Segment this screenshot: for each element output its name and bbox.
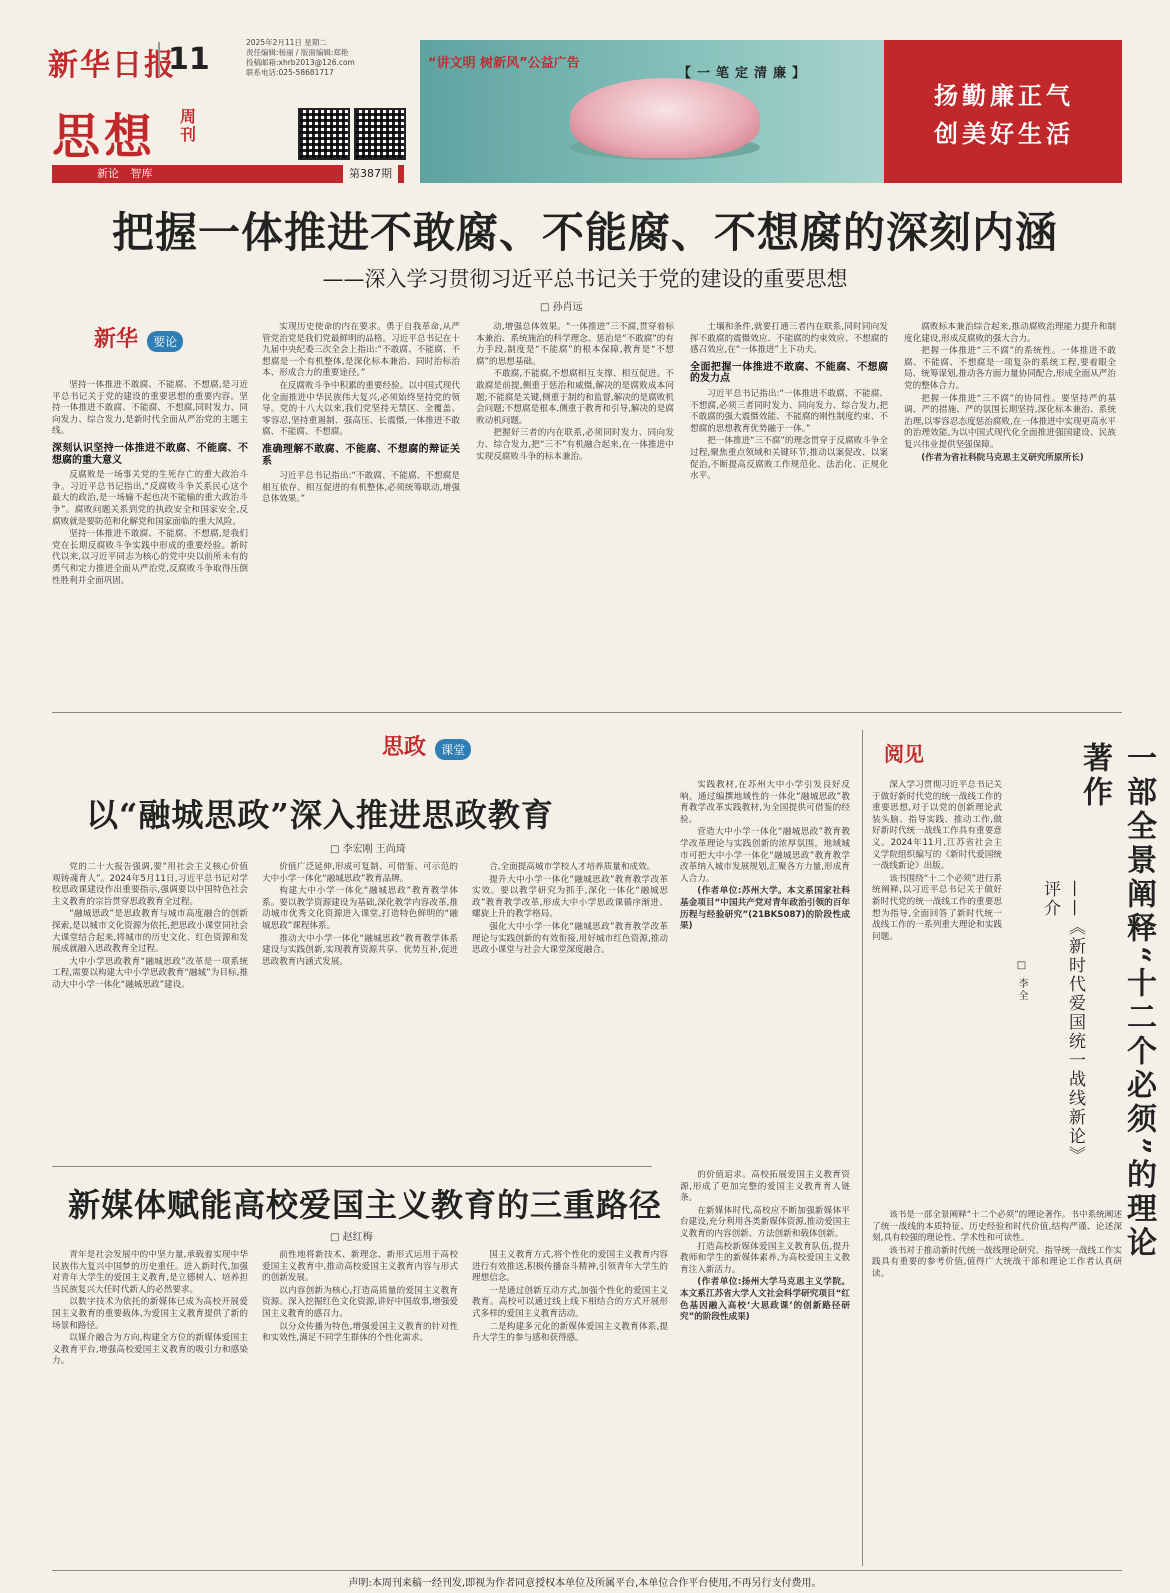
author-note: (作者单位:扬州大学马克思主义学院。本文系江苏省大学人文社会科学研究项目“红色基因融入高校‘大思政课’的创新路径研究”的阶段性成果) <box>680 1277 850 1323</box>
section-suffix: 周刊 <box>180 107 197 144</box>
column-name: 新华 <box>94 326 139 352</box>
lotus-flower-icon <box>570 78 760 158</box>
article3-column-4: 的价值追求。高校拓展爱国主义教育资源,形成了更加完整的爱国主义教育育人链条。 在新媒体时代,高校应不断加强新媒体平台建设,充分利用各类新媒体资源,推动爱国主义教育的内容创新、方法创新和载体创新。 打造高校新媒体爱国主义教育队伍,提升教师和学生的新媒体素养,为高校爱国主义教育注入新活力。 (作者单位:扬州大学马克思主义学院。本文系江苏省大学人文社会科学研究项目“红色基因融入高校‘大思政课’的创新路径研究”的阶段性成果) <box>680 1170 850 1323</box>
section-title: 思想 <box>52 109 157 165</box>
article2-column-3: 合,全面提高城市学校人才培养质量和成效。 提升大中小学一体化“融城思政”教育教学改革实效。要以教学研究为抓手,深化一体化“融城思政”教育教学改革,形成大中小学思政课循序渐进、螺旋上升的教学格局。 强化大中小学一体化“融城思政”教育教学改革理论与实践创新的有效衔接,用好城市红色资源,推动思政小课堂与社会大课堂深度融合。 <box>472 862 668 956</box>
column-pill: 课堂 <box>435 739 471 760</box>
article2-column-1: 党的二十大报告强调,要“用社会主义核心价值观铸魂育人”。2024年5月11日,习近平总书记对学校思政课建设作出重要指示,强调要以中国特色社会主义教育的宗旨贯穿思政教育全过程。 “融城思政”是思政教育与城市高度融合的创新探索,是以城市文化资源为依托,把思政小课堂同社会大课堂结合起来,将城市的历史文化、红色资源和发展成就融入思政教育全过程。 大中小学思政教育“融城思政”改革是一项系统工程,需要以构建大中小学思政教育“融城”为目标,推动大中小学一体化“融城思政”建设。 <box>52 862 248 990</box>
column-tag-yaolun <box>94 322 183 353</box>
review-subtitle: ——《新时代爱国统一战线新论》评介 <box>1040 880 1085 1165</box>
author-note: (作者单位:苏州大学。本文系国家社科基金项目“中国共产党对青年政治引领的百年历程与经验研究”(21BKS087)的阶段性成果) <box>680 886 850 932</box>
ad-slogan-right-1: 扬勤廉正气 <box>934 81 1074 110</box>
author-note: (作者为省社科院马克思主义研究所原所长) <box>921 452 1084 463</box>
column-tag-sizheng <box>382 730 471 761</box>
section-divider <box>52 1166 652 1167</box>
review-column-bottom: 该书是一部全景阐释“十二个必须”的理论著作。书中系统阐述了统一战线的本质特征、历史经验和时代价值,结构严谨、论述深刻,具有较强的理论性、学术性和可读性。 该书对于推动新时代统一战线理论研究、指导统一战线工作实践具有重要的参考价值,值得广大统战干部和理论工作者认真研读。 <box>872 1210 1122 1279</box>
lead-column-4: 土壤和条件,就要打通三者内在联系,同时同向发挥不敢腐的震慑效应、不能腐的约束效应、不想腐的感召效应,在“一体推进”上下功夫。 全面把握一体推进不敢腐、不能腐、不想腐的发力点 习近平总书记指出:“一体推进不敢腐、不能腐、不想腐,必须三者同时发力、同向发力、综合发力,把不敢腐的强大震慑效能、不能腐的刚性制度约束、不想腐的思想教育优势融于一体。” 把一体推进“三不腐”的理念贯穿于反腐败斗争全过程,聚焦重点领域和关键环节,推动以案促改、以案促治,不断提高反腐败工作规范化、法治化、正规化水平。 <box>690 322 888 482</box>
subheading: 全面把握一体推进不敢腐、不能腐、不想腐的发力点 <box>690 361 888 385</box>
issue-number: 第387期 <box>343 165 398 183</box>
subheading: 深刻认识坚持一体推进不敢腐、不能腐、不想腐的重大意义 <box>52 442 248 466</box>
paper-name: 新华日报 <box>48 48 176 83</box>
column-rule <box>862 730 863 1566</box>
page-number: 11 <box>158 42 210 77</box>
column-name: 阅见 <box>884 742 924 766</box>
section-tag-bar <box>52 165 404 183</box>
ad-slogan-right-2: 创美好生活 <box>934 119 1074 148</box>
lead-column-5: 腐败标本兼治综合起来,推动腐败治理能力提升和制度化建设,形成反腐败的强大合力。 把握一体推进“三不腐”的系统性。一体推进不敢腐、不能腐、不想腐是一项复杂的系统工程,要着眼全局、统筹谋划,推动各方面力量协同配合,形成全面从严治党的整体合力。 把握一体推进“三不腐”的协同性。要坚持严的基调、严的措施、严的氛围长期坚持,深化标本兼治、系统治理,以零容忍态度惩治腐败,在一体推进中实现更高水平的治理效能,为以中国式现代化全面推进强国建设、民族复兴伟业提供坚强保障。 (作者为省社科院马克思主义研究所原所长) <box>904 322 1116 463</box>
public-service-ad <box>420 40 1122 183</box>
lead-column-3: 动,增强总体效果。“一体推进”三不腐,贯穿着标本兼治、系统施治的科学理念。惩治是“不敢腐”的有力手段,制度是“不能腐”的根本保障,教育是“不想腐”的思想基础。 不敢腐,不能腐,不想腐相互支撑、相互促进。不敢腐是前提,侧重于惩治和威慑,解决的是腐败成本问题;不能腐是关键,侧重于制约和监督,解决的是腐败机会问题;不想腐是根本,侧重于教育和引导,解决的是腐败动机问题。 把握好三者的内在联系,必须同时发力、同向发力、综合发力,把“三不”有机融合起来,在一体推进中实现反腐败斗争的标本兼治。 <box>476 322 674 462</box>
footer-rule <box>52 1570 1122 1571</box>
review-headline[interactable]: 一部全景阐释“十二个必须”的理论著作 <box>1077 742 1156 1261</box>
ad-slogan-left: “讲文明 树新风”公益广告 <box>428 56 580 71</box>
column-name: 思政 <box>382 734 427 760</box>
lead-column-1: 坚持一体推进不敢腐、不能腐、不想腐,是习近平总书记关于党的建设的重要思想的重要内容。坚持一体推进不敢腐、不能腐、不想腐,同时发力、同向发力、综合发力,是新时代全面从严治党的主题主线。 深刻认识坚持一体推进不敢腐、不能腐、不想腐的重大意义 反腐败是一场事关党的生死存亡的重大政治斗争。习近平总书记指出,“反腐败斗争关系民心这个最大的政治,是一场输不起也决不能输的重大政治斗争”。腐败问题关系到党的执政安全和国家安全,反腐败就是要防范和化解党和国家面临的重大风险。 坚持一体推进不敢腐、不能腐、不想腐,是我们党在长期反腐败斗争实践中形成的重要经验。新时代以来,以习近平同志为核心的党中央以前所未有的勇气和定力推进全面从严治党,反腐败斗争取得压倒性胜利并全面巩固。 <box>52 380 248 586</box>
article3-byline: □ 赵红梅 <box>330 1232 373 1243</box>
lead-subtitle: ——深入学习贯彻习近平总书记关于党的建设的重要思想 <box>322 267 848 291</box>
ad-red-panel <box>884 40 1122 183</box>
review-column-top: 深入学习贯彻习近平总书记关于做好新时代党的统一战线工作的重要思想,对于以党的创新理论武装头脑、指导实践、推动工作,做好新时代统一战线工作具有重要意义。2024年11月,江苏省社会主义学院组织编写的《新时代爱国统一战线新论》出版。 该书围绕“十二个必须”进行系统阐释,以习近平总书记关于做好新时代党的统一战线工作的重要思想为指导,全面回答了新时代统一战线工作的一系列重大理论和实践问题。 <box>872 780 1002 942</box>
footer-statement: 声明:本周刊来稿一经刊发,即视为作者同意授权本单位及所属平台,本单位合作平台使用,不再另行支付费用。 <box>348 1578 822 1589</box>
tag-zhiku[interactable]: 智库 <box>130 167 153 180</box>
column-tag-yuejian <box>884 738 924 767</box>
article2-headline[interactable]: 以“融城思政”深入推进思政教育 <box>86 796 554 834</box>
article3-column-2: 前性地将新技术、新理念、新形式运用于高校爱国主义教育中,推动高校爱国主义教育内容与形式的创新发展。 以内容创新为核心,打造高质量的爱国主义教育资源。深入挖掘红色文化资源,讲好中国故事,增强爱国主义教育的感召力。 以分众传播为特色,增强爱国主义教育的针对性和实效性,满足不同学生群体的个性化需求。 <box>262 1250 458 1344</box>
article3-column-1: 青年是社会发展中的中坚力量,承载着实现中华民族伟大复兴中国梦的历史重任。进入新时代,加强对青年大学生的爱国主义教育,是立德树人、培养担当民族复兴大任时代新人的必然要求。 以数字技术为依托的新媒体已成为高校开展爱国主义教育的重要载体,为爱国主义教育提供了新的场景和路径。 以媒介融合为方向,构建全方位的新媒体爱国主义教育平台,增强高校爱国主义教育的吸引力和感染力。 <box>52 1250 248 1367</box>
tag-xinlun[interactable]: 新论 <box>97 167 119 180</box>
article3-column-3: 国主义教育方式,将个性化的爱国主义教育内容进行有效推送,积极传播奋斗精神,引领青年大学生的理想信念。 一是通过创新互动方式,加强个性化的爱国主义教育。高校可以通过线上线下相结合的方式开展形式多样的爱国主义教育活动。 二是构建多元化的新媒体爱国主义教育体系,提升大学生的参与感和获得感。 <box>472 1250 668 1344</box>
article2-column-2: 价值广泛延伸,形成可复制、可借鉴、可示范的大中小学一体化“融城思政”教育品牌。 构建大中小学一体化“融城思政”教育教学体系。要以教学资源建设为基础,深化教学内容改革,推动城市优秀文化资源进入课堂,打造特色鲜明的“融城思政”课程体系。 推动大中小学一体化“融城思政”教育教学体系建设与实践创新,实现教育资源共享、优势互补,促进思政教育内涵式发展。 <box>262 862 458 967</box>
article2-byline: □ 李宏刚 王尚琦 <box>330 844 406 855</box>
lead-column-2: 实现历史使命的内在要求。勇于自我革命,从严管党治党是我们党最鲜明的品格。习近平总书记在十九届中央纪委三次全会上指出:“不敢腐、不能腐、不想腐是一个有机整体,是深化标本兼治、同时治标治本、形成合力的重要途径。” 在反腐败斗争中积累的重要经验。以中国式现代化全面推进中华民族伟大复兴,必须始终坚持党的领导。党的十八大以来,我们党坚持无禁区、全覆盖、零容忍,坚持重遏制、强高压、长震慑,一体推进不敢腐、不能腐、不想腐。 准确理解不敢腐、不能腐、不想腐的辩证关系 习近平总书记指出:“不敢腐、不能腐、不想腐是相互依存、相互促进的有机整体,必须统筹联动,增强总体效果。” <box>262 322 460 505</box>
article3-headline[interactable]: 新媒体赋能高校爱国主义教育的三重路径 <box>68 1186 663 1224</box>
lead-headline[interactable]: 把握一体推进不敢腐、不能腐、不想腐的深刻内涵 <box>111 208 1058 257</box>
qr-code-icon[interactable] <box>298 108 350 160</box>
article2-column-4: 实践教材,在苏州大中小学引发良好反响。通过编撰地域性的一体化“融城思政”教育教学改革实践教材,为全国提供可借鉴的经验。 营造大中小学一体化“融城思政”教育教学改革理论与实践创新的浓厚氛围。地域城市可把大中小学一体化“融城思政”教育教学改革纳入城市发展规划,汇聚各方力量,形成育人合力。 (作者单位:苏州大学。本文系国家社科基金项目“中国共产党对青年政治引领的百年历程与经验研究”(21BKS087)的阶段性成果) <box>680 780 850 932</box>
ad-slogan-center: 【一笔定清廉】 <box>678 66 812 81</box>
subheading: 准确理解不敢腐、不能腐、不想腐的辩证关系 <box>262 443 460 467</box>
qr-code-icon[interactable] <box>354 108 406 160</box>
review-byline: □ 李全 <box>1016 960 1027 1003</box>
masthead-info: 2025年2月11日 星期二 责任编辑:杨丽 / 版面编辑:郑艳 投稿邮箱:xhrb2013@126.com 联系电话:025-58681717 <box>246 38 355 77</box>
lead-byline: □ 孙肖远 <box>540 302 583 313</box>
column-pill: 要论 <box>147 331 183 352</box>
section-divider <box>52 712 1122 713</box>
